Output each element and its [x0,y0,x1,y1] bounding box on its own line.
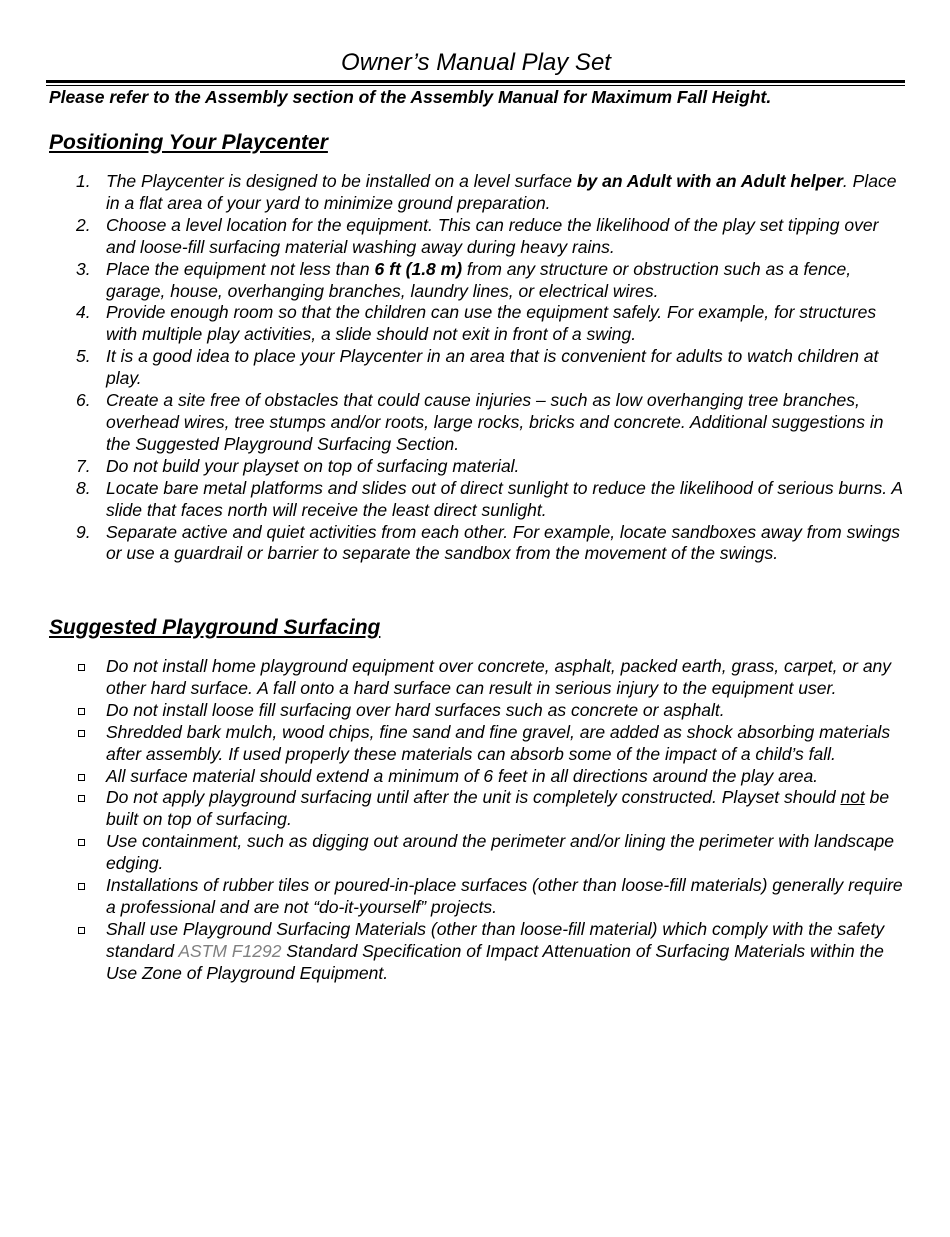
title-rule-thick [46,80,905,83]
item-text: Do not apply playground surfacing until after the unit is completely constructed. Playset should [106,787,841,808]
item-underlined-text: not [840,787,865,808]
checkbox-bullet-icon [78,708,85,715]
list-item [0,831,950,875]
fall-height-notice [49,87,909,107]
list-item [0,456,950,478]
positioning-list [0,171,950,565]
title-rule-thin [46,85,905,86]
checkbox-bullet-icon [78,664,85,671]
list-item [0,259,950,303]
item-number: 8. [76,477,91,498]
list-item [0,919,950,985]
list-item [0,171,950,215]
list-item [0,722,950,766]
checkbox-bullet-icon [78,774,85,781]
item-number: 7. [76,455,91,476]
item-text: Standard Specification of Impact Attenuation of Surfacing Materials within the Use Zone of Playground Equipment. [106,940,884,983]
item-text: from any structure or obstruction such as a fence, garage, house, overhanging branches, laundry lines, or electrical wires. [106,258,852,301]
item-number: 6. [76,390,91,411]
item-text: Installations of rubber tiles or poured-in-place surfaces (other than loose-fill materials) generally require a professional and are not “do-it-yourself” projects. [106,875,903,917]
item-text: It is a good idea to place your Playcenter in an area that is convenient for adults to watch children at play. [106,346,879,389]
notice-text: Please refer to the Assembly section of the Assembly Manual for Maximum Fall Height [49,87,767,107]
item-text: Choose a level location for the equipment. This can reduce the likelihood of the play set tipping over and loose-fill surfacing material washing away during heavy rains. [106,214,879,257]
item-text: Shall use Playground Surfacing Materials (other than loose-fill material) which comply with the safety standard [106,918,885,961]
item-text: Do not install loose fill surfacing over hard surfaces such as concrete or asphalt. [106,699,725,720]
item-number: 9. [76,521,91,542]
surfacing-heading: Suggested Playground Surfacing [49,616,381,639]
item-text: The Playcenter is designed to be installed on a level surface [106,171,577,191]
list-item [0,875,950,919]
item-number: 1. [76,171,91,191]
list-item [0,700,950,722]
item-number: 3. [76,258,91,279]
list-item [0,656,950,700]
checkbox-bullet-icon [78,927,85,934]
item-number: 2. [76,214,91,235]
item-text: Create a site free of obstacles that could cause injuries – such as low overhanging tree branches, overhead wires, tree stumps and/or roots, large rocks, bricks and concrete. Additional suggestions in the Suggested Playground Surfacing Section. [106,390,884,454]
item-text: . Place in a flat area of your yard to minimize ground preparation. [106,171,897,213]
list-item [0,522,950,566]
item-text: All surface material should extend a minimum of 6 feet in all directions around the play area. [106,765,819,786]
list-item [0,478,950,522]
item-text: be built on top of surfacing. [106,787,890,830]
checkbox-bullet-icon [78,795,85,802]
checkbox-bullet-icon [78,839,85,846]
item-bold-text: 6 ft (1.8 m) [374,258,463,279]
list-item [0,302,950,346]
page-title: Owner’s Manual Play Set [341,49,611,76]
item-bold-text: by an Adult with an Adult helper [576,171,843,191]
item-text: Place the equipment not less than [106,258,375,279]
item-text: Do not build your playset on top of surfacing material. [106,455,520,476]
checkbox-bullet-icon [78,730,85,737]
item-text: Shredded bark mulch, wood chips, fine sand and fine gravel, are added as shock absorbing materials after assembly. If used properly these materials can absorb some of the impact of a child’s fall. [106,721,891,764]
astm-standard-reference: ASTM F1292 [178,940,282,961]
item-number: 4. [76,302,91,323]
notice-period: . [766,87,772,107]
item-text: Locate bare metal platforms and slides out of direct sunlight to reduce the likelihood of serious burns. A slide that faces north will receive the least direct sunlight. [106,477,903,520]
checkbox-bullet-icon [78,883,85,890]
list-item [0,346,950,390]
item-text: Do not install home playground equipment over concrete, asphalt, packed earth, grass, carpet, or any other hard surface. A fall onto a hard surface can result in serious injury to the equipment user. [106,656,892,698]
list-item [0,766,950,788]
positioning-heading: Positioning Your Playcenter [49,131,328,154]
item-text: Separate active and quiet activities from each other. For example, locate sandboxes away from swings or use a guardrail or barrier to separate the sandbox from the movement of the swings. [106,521,901,564]
item-text: Use containment, such as digging out around the perimeter and/or lining the perimeter with landscape edging. [106,831,894,874]
item-text: Provide enough room so that the children can use the equipment safely. For example, for structures with multiple play activities, a slide should not exit in front of a swing. [106,302,877,345]
list-item [0,390,950,456]
list-item [0,215,950,259]
item-number: 5. [76,346,91,367]
surfacing-list [0,656,950,985]
list-item [0,787,950,831]
